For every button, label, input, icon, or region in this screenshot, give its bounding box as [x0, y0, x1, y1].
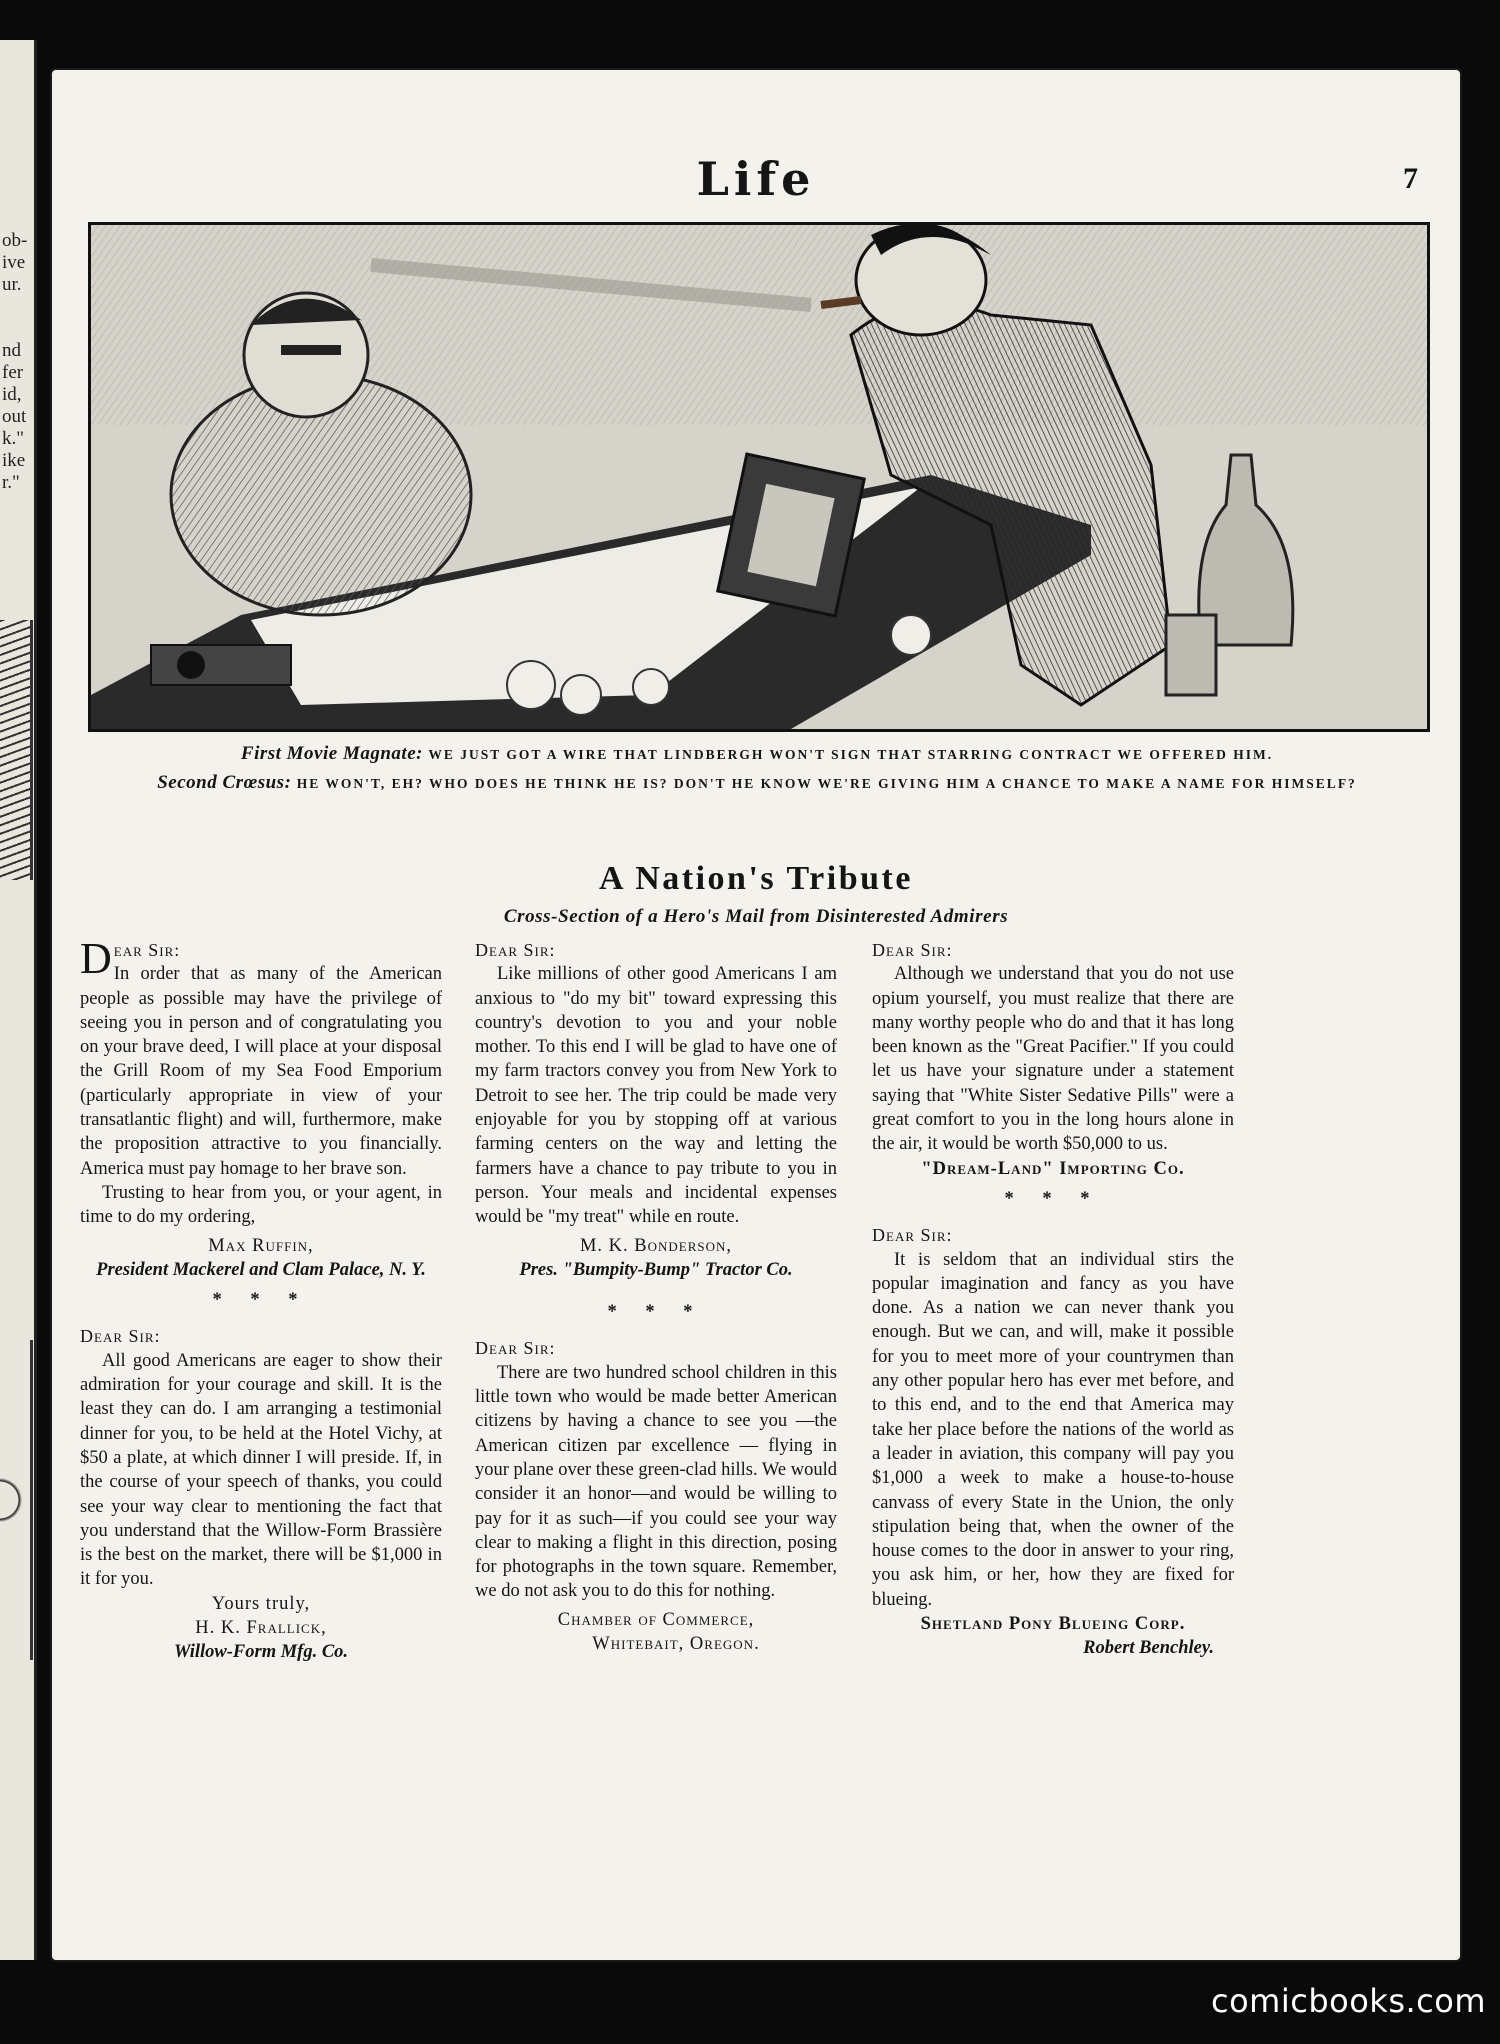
signature-name: "Dream-Land" Importing Co. [921, 1158, 1185, 1179]
facing-text-fragment: nd [2, 340, 21, 361]
signature-name: M. K. Bonderson, [579, 1235, 733, 1256]
facing-page-edge [0, 40, 37, 1960]
facing-illustration [0, 1340, 33, 1660]
letter-3 [475, 938, 837, 1282]
salutation: Dear Sir: [872, 1225, 953, 1246]
salutation: Dear Sir: [872, 940, 953, 960]
letter-body: Like millions of other good Americans I am anxious to "do my bit" toward expressing this country's devotion to you and your noble mother. To this end I will be glad to have one of my farm tractors convey you from New York to Detroit to see her. The trip could be made very enjoyable for you by stopping off at various farming centers on the way and letting the farmers have a chance to pay tribute to you in person. Your meals and incidental expenses would be "my treat" while en route. [475, 964, 837, 1228]
facing-text-fragment: r." [2, 472, 20, 493]
text-column-1 [80, 934, 442, 1665]
caption-dialog: WE JUST GOT A WIRE THAT LINDBERGH WON'T SIGN THAT STARRING CONTRACT WE OFFERED HIM. [428, 747, 1274, 762]
signature-place: Whitebait, Oregon. [592, 1634, 760, 1655]
cartoon-caption [142, 740, 1372, 798]
caption-speaker: Second Crœsus: [157, 772, 292, 793]
article-title: A Nation's Tribute [599, 860, 913, 897]
caption-speaker: First Movie Magnate: [240, 743, 423, 764]
masthead [52, 152, 1460, 206]
letter-6 [872, 1223, 1234, 1660]
signature-name: Chamber of Commerce, [557, 1609, 755, 1630]
drop-cap: D [80, 934, 112, 983]
signature-name: Shetland Pony Blueing Corp. [920, 1614, 1186, 1635]
site-watermark: comicbooks.com [1210, 1982, 1486, 2020]
article-subtitle: Cross-Section of a Hero's Mail from Disinterested Admirers [503, 906, 1009, 927]
letter-1 [80, 934, 442, 1282]
letter-2 [80, 1324, 442, 1664]
letter-closing: Yours truly, [211, 1593, 311, 1614]
signature-name: Max Ruffin, [208, 1235, 314, 1256]
facing-text-fragment: ur. [2, 274, 22, 295]
facing-text-fragment: k." [2, 428, 25, 449]
section-separator: * * * [212, 1290, 310, 1311]
letter-body: All good Americans are eager to show their admiration for your courage and skill. It is the least they can do. I am arranging a testimonial dinner for you, to be held at the Hotel Vichy, at $50 a plate, at which dinner I will preside. If, in the course of your speech of thanks, you could see your way clear to mentioning the fact that you understand that the Willow-Form Brassière is the best on the market, there will be $1,000 in it for you. [80, 1350, 442, 1590]
page-number: 7 [1403, 162, 1418, 195]
magazine-title: Life [696, 152, 816, 206]
magazine-page [52, 70, 1460, 1960]
section-separator: * * * [1004, 1188, 1102, 1209]
facing-text-fragment: ive [2, 252, 26, 273]
letter-body: Although we understand that you do not use opium yourself, you must realize that there are many worthy people who do and that it has long been known as the "Great Pacifier." If you could let us have your signature under a statement saying that "White Sister Sedative Pills" were a great comfort to you in the long hours alone in the air, it would be worth $50,000 to us. [872, 964, 1234, 1155]
facing-text-fragment: id, [2, 384, 22, 405]
signature-title: President Mackerel and Clam Palace, N. Y. [96, 1259, 426, 1280]
section-separator: * * * [607, 1302, 705, 1323]
letter-body: It is seldom that an individual stirs the popular imagination and fancy as you have done. As a nation we can never thank you enough. But we can, and will, make it possible for you to meet more of your countrymen than any other popular hero has ever met before, and to this end, and to the end that America may take her place before the nations of the world as a leader in aviation, this company will pay you $1,000 a week to make a house-to-house canvass of every State in the Union, the only stipulation being that, when the owner of the house comes to the door in answer to your ring, you ask him, or her, how they are fixed for blueing. [872, 1249, 1234, 1610]
letter-4 [475, 1336, 837, 1656]
signature-title: Pres. "Bumpity-Bump" Tractor Co. [519, 1259, 793, 1280]
signature-title: Willow-Form Mfg. Co. [173, 1642, 349, 1663]
letter-body: There are two hundred school children in this little town who would be made better American citizens by having a chance to see you —the American citizen par excellence — flying in your plane over these green-clad hills. We would consider it an honor—and would be willing to pay for it as such—if you could see your way clear to making a flight in this direction, posing for photographs in the town square. Remember, we do not ask you to do this for nothing. [475, 1362, 837, 1602]
text-column-3 [872, 938, 1234, 1661]
facing-text-fragment: ike [2, 450, 26, 471]
cartoon-drawing [91, 225, 1427, 729]
salutation: Dear Sir: [80, 1326, 161, 1347]
facing-illustration [0, 620, 33, 880]
facing-text-fragment: out [2, 406, 27, 427]
cartoon-illustration [88, 222, 1430, 732]
facing-text-fragment: ob- [2, 230, 28, 251]
caption-dialog: HE WON'T, EH? WHO DOES HE THINK HE IS? DON'T HE KNOW WE'RE GIVING HIM A CHANCE TO MAKE A NAME FOR HIMSELF? [296, 776, 1357, 791]
letter-body: In order that as many of the American people as possible may have the privilege of seeing you in person and of congratulating you on your brave deed, I will place at your disposal the Grill Room of my Sea Food Emporium (particularly appropriate in view of your transatlantic flight) and will, furthermore, make the proposition attractive to you financially. America must pay homage to her brave son. [80, 964, 442, 1179]
text-column-2 [475, 938, 837, 1656]
salutation: Dear Sir: [475, 1338, 556, 1359]
salutation: Dear Sir: [475, 940, 556, 960]
letter-5 [872, 938, 1234, 1181]
signature-name: H. K. Frallick, [195, 1618, 327, 1639]
facing-text-fragment: fer [2, 362, 24, 383]
article-author: Robert Benchley. [1083, 1638, 1214, 1659]
salutation: ear Sir: [113, 940, 181, 960]
letter-body: Trusting to hear from you, or your agent, in time to do my ordering, [80, 1182, 442, 1228]
